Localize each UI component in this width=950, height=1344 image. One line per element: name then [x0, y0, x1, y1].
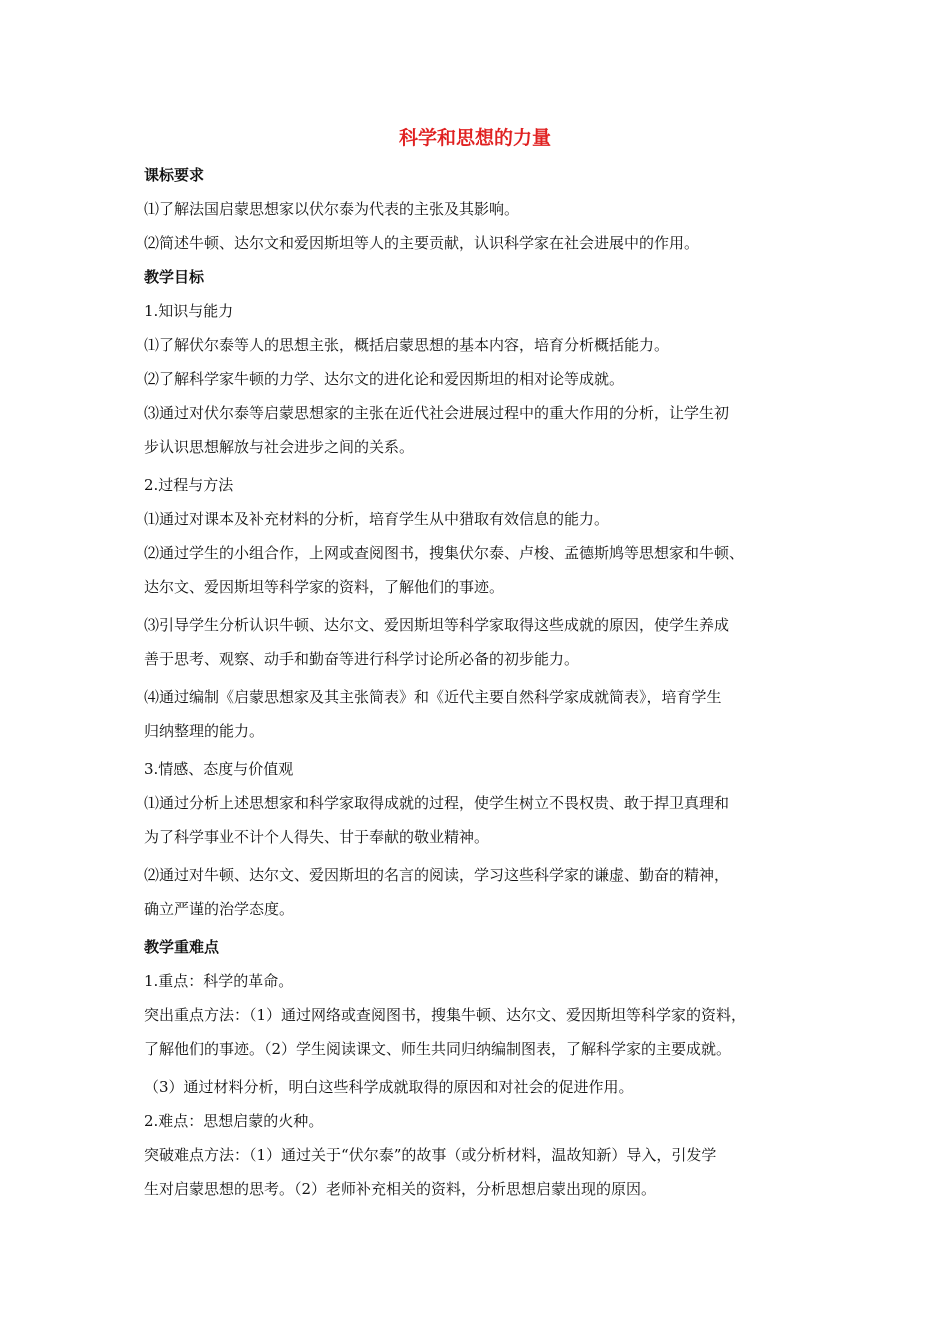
paragraph-line: 突破难点方法：（1）通过关于“伏尔泰”的故事（或分析材料，温故知新）导入，引发学: [144, 1146, 717, 1164]
section-heading: 课标要求: [144, 166, 205, 184]
paragraph-line: ⑶通过对伏尔泰等启蒙思想家的主张在近代社会进展过程中的重大作用的分析，让学生初: [144, 404, 730, 422]
paragraph-continuation: 了解他们的事迹。（2）学生阅读课文、师生共同归纳编制图表，了解科学家的主要成就。: [144, 1040, 732, 1058]
paragraph-continuation: 达尔文、爱因斯坦等科学家的资料，了解他们的事迹。: [144, 578, 505, 596]
paragraph-line: 2.过程与方法: [144, 476, 234, 494]
page-title: 科学和思想的力量: [398, 127, 551, 149]
paragraph-line: ⑵通过学生的小组合作，上网或查阅图书，搜集伏尔泰、卢梭、孟德斯鸠等思想家和牛顿、: [144, 544, 745, 562]
paragraph-line: 2.难点：思想启蒙的火种。: [144, 1112, 324, 1130]
paragraph-line: ⑴通过对课本及补充材料的分析，培育学生从中猎取有效信息的能力。: [144, 510, 610, 528]
paragraph-line: ⑶引导学生分析认识牛顿、达尔文、爱因斯坦等科学家取得这些成就的原因，使学生养成: [144, 616, 730, 634]
section-heading: 教学重难点: [144, 938, 220, 956]
paragraph-continuation: 为了科学事业不计个人得失、甘于奉献的敬业精神。: [144, 828, 490, 846]
paragraph-line: ⑴了解法国启蒙思想家以伏尔泰为代表的主张及其影响。: [144, 200, 520, 218]
section-heading: 教学目标: [144, 268, 205, 286]
paragraph-line: 3.情感、态度与价值观: [144, 760, 294, 778]
paragraph-line: ⑷通过编制《启蒙思想家及其主张简表》和《近代主要自然科学家成就简表》，培育学生: [144, 688, 722, 706]
paragraph-continuation: 确立严谨的治学态度。: [144, 900, 295, 918]
paragraph-continuation: 生对启蒙思想的思考。（2）老师补充相关的资料，分析思想启蒙出现的原因。: [144, 1180, 657, 1198]
paragraph-continuation: 步认识思想解放与社会进步之间的关系。: [144, 438, 415, 456]
paragraph-line: （3）通过材料分析，明白这些科学成就取得的原因和对社会的促进作用。: [144, 1078, 634, 1096]
paragraph-line: ⑴通过分析上述思想家和科学家取得成就的过程，使学生树立不畏权贵、敢于捍卫真理和: [144, 794, 730, 812]
paragraph-line: ⑵简述牛顿、达尔文和爱因斯坦等人的主要贡献，认识科学家在社会进展中的作用。: [144, 234, 700, 252]
paragraph-continuation: 善于思考、观察、动手和勤奋等进行科学讨论所必备的初步能力。: [144, 650, 580, 668]
paragraph-line: ⑵通过对牛顿、达尔文、爱因斯坦的名言的阅读，学习这些科学家的谦虚、勤奋的精神，: [144, 866, 730, 884]
paragraph-line: ⑵了解科学家牛顿的力学、达尔文的进化论和爱因斯坦的相对论等成就。: [144, 370, 625, 388]
paragraph-line: 1.知识与能力: [144, 302, 234, 320]
document-body: [144, 158, 824, 1210]
paragraph-line: ⑴了解伏尔泰等人的思想主张，概括启蒙思想的基本内容，培育分析概括能力。: [144, 336, 670, 354]
paragraph-line: 1.重点：科学的革命。: [144, 972, 294, 990]
paragraph-line: 突出重点方法：（1）通过网络或查阅图书，搜集牛顿、达尔文、爱因斯坦等科学家的资料，: [144, 1006, 747, 1024]
paragraph-continuation: 归纳整理的能力。: [144, 722, 265, 740]
